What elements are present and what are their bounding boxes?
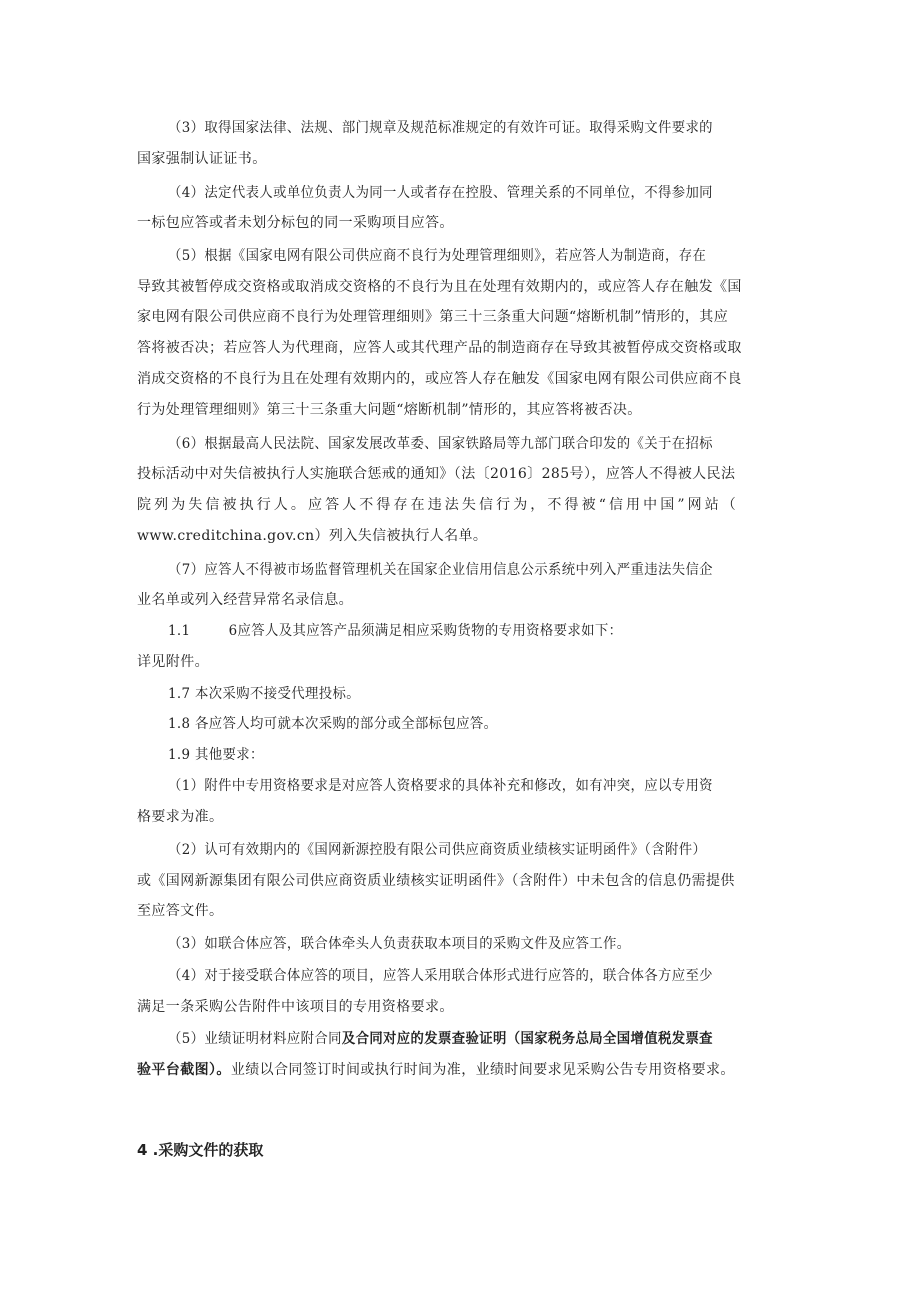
section-1-6 [168,621,798,641]
para-5-line-3: 家电网有限公司供应商不良行为处理管理细则》第三十三条重大问题“熔断机制”情形的，其应 [137,309,729,325]
para-5-line-2: 导致其被暂停成交资格或取消成交资格的不良行为且在处理有效期内的，或应答人存在触发《国 [137,279,742,295]
section-1-8: 1.8 各应答人均可就本次采购的部分或全部标包应答。 [168,716,498,732]
para-7-line-2: 业名单或列入经营异常名录信息。 [137,592,353,608]
para-4-line-2: 一标包应答或者未划分标包的同一采购项目应答。 [137,215,454,231]
section-1-7: 1.7 本次采购不接受代理投标。 [168,686,360,702]
other-4-line-2: 满足一条采购公告附件中该项目的专用资格要求。 [137,999,454,1015]
section-1-6-number: 1.1 [168,623,191,639]
section-1-6-text: 6应答人及其应答产品须满足相应采购货物的专用资格要求如下： [228,623,623,639]
para-5-line-4: 答将被否决；若应答人为代理商，应答人或其代理产品的制造商存在导致其被暂停成交资格或取 [137,340,742,356]
para-5-line-6: 行为处理管理细则》第三十三条重大问题“熔断机制”情形的，其应答将被否决。 [137,402,642,418]
other-3: （3）如联合体应答，联合体牵头人负责获取本项目的采购文件及应答工作。 [168,936,631,952]
para-7-line-1: （7）应答人不得被市场监督管理机关在国家企业信用信息公示系统中列入严重违法失信企 [168,562,713,578]
other-1-line-1: （1）附件中专用资格要求是对应答人资格要求的具体补充和修改，如有冲突，应以专用资 [168,778,713,794]
para-4-line-1: （4）法定代表人或单位负责人为同一人或者存在控股、管理关系的不同单位，不得参加同 [168,185,713,201]
other-2-line-1: （2）认可有效期内的《国网新源控股有限公司供应商资质业绩核实证明函件》（含附件） [168,842,707,858]
para-6-line-2: 投标活动中对失信被执行人实施联合惩戒的通知》（法〔2016〕285号），应答人不得被人民法 [137,466,736,482]
para-6-line-1: （6）根据最高人民法院、国家发展改革委、国家铁路局等九部门联合印发的《关于在招标 [168,436,713,452]
other-2-line-3: 至应答文件。 [137,903,224,919]
para-5-line-5: 消成交资格的不良行为且在处理有效期内的，或应答人存在触发《国家电网有限公司供应商不良 [137,371,742,387]
other-5-line-1-bold: 及合同对应的发票查验证明（国家税务总局全国增值税发票查 [341,1031,713,1047]
other-5-line-1-regular: （5）业绩证明材料应附合同 [168,1031,342,1047]
para-3-line-2: 国家强制认证证书。 [137,151,267,167]
para-6-line-3: 院列为失信被执行人。应答人不得存在违法失信行为，不得被“信用中国”网站（ [137,497,739,513]
para-5-line-1: （5）根据《国家电网有限公司供应商不良行为处理管理细则》，若应答人为制造商，存在 [168,248,707,264]
other-5-line-2-regular: 业绩以合同签订时间或执行时间为准，业绩时间要求见采购公告专用资格要求。 [230,1062,735,1078]
other-5-line-2 [137,1060,797,1080]
other-5-line-1 [168,1029,798,1049]
section-1-9: 1.9 其他要求： [168,747,264,763]
other-4-line-1: （4）对于接受联合体应答的项目，应答人采用联合体形式进行应答的，联合体各方应至少 [168,968,713,984]
other-1-line-2: 格要求为准。 [137,809,224,825]
para-3-line-1: （3）取得国家法律、法规、部门规章及规范标准规定的有效许可证。取得采购文件要求的 [168,120,713,136]
para-6-line-4: www.creditchina.gov.cn）列入失信被执行人名单。 [137,528,488,544]
section-1-6-sub: 详见附件。 [137,654,209,670]
other-2-line-2: 或《国网新源集团有限公司供应商资质业绩核实证明函件》（含附件）中未包含的信息仍需提供 [137,873,735,889]
section-4-heading: 4 .采购文件的获取 [137,1141,264,1159]
other-5-line-2-bold: 验平台截图）。 [137,1062,231,1078]
